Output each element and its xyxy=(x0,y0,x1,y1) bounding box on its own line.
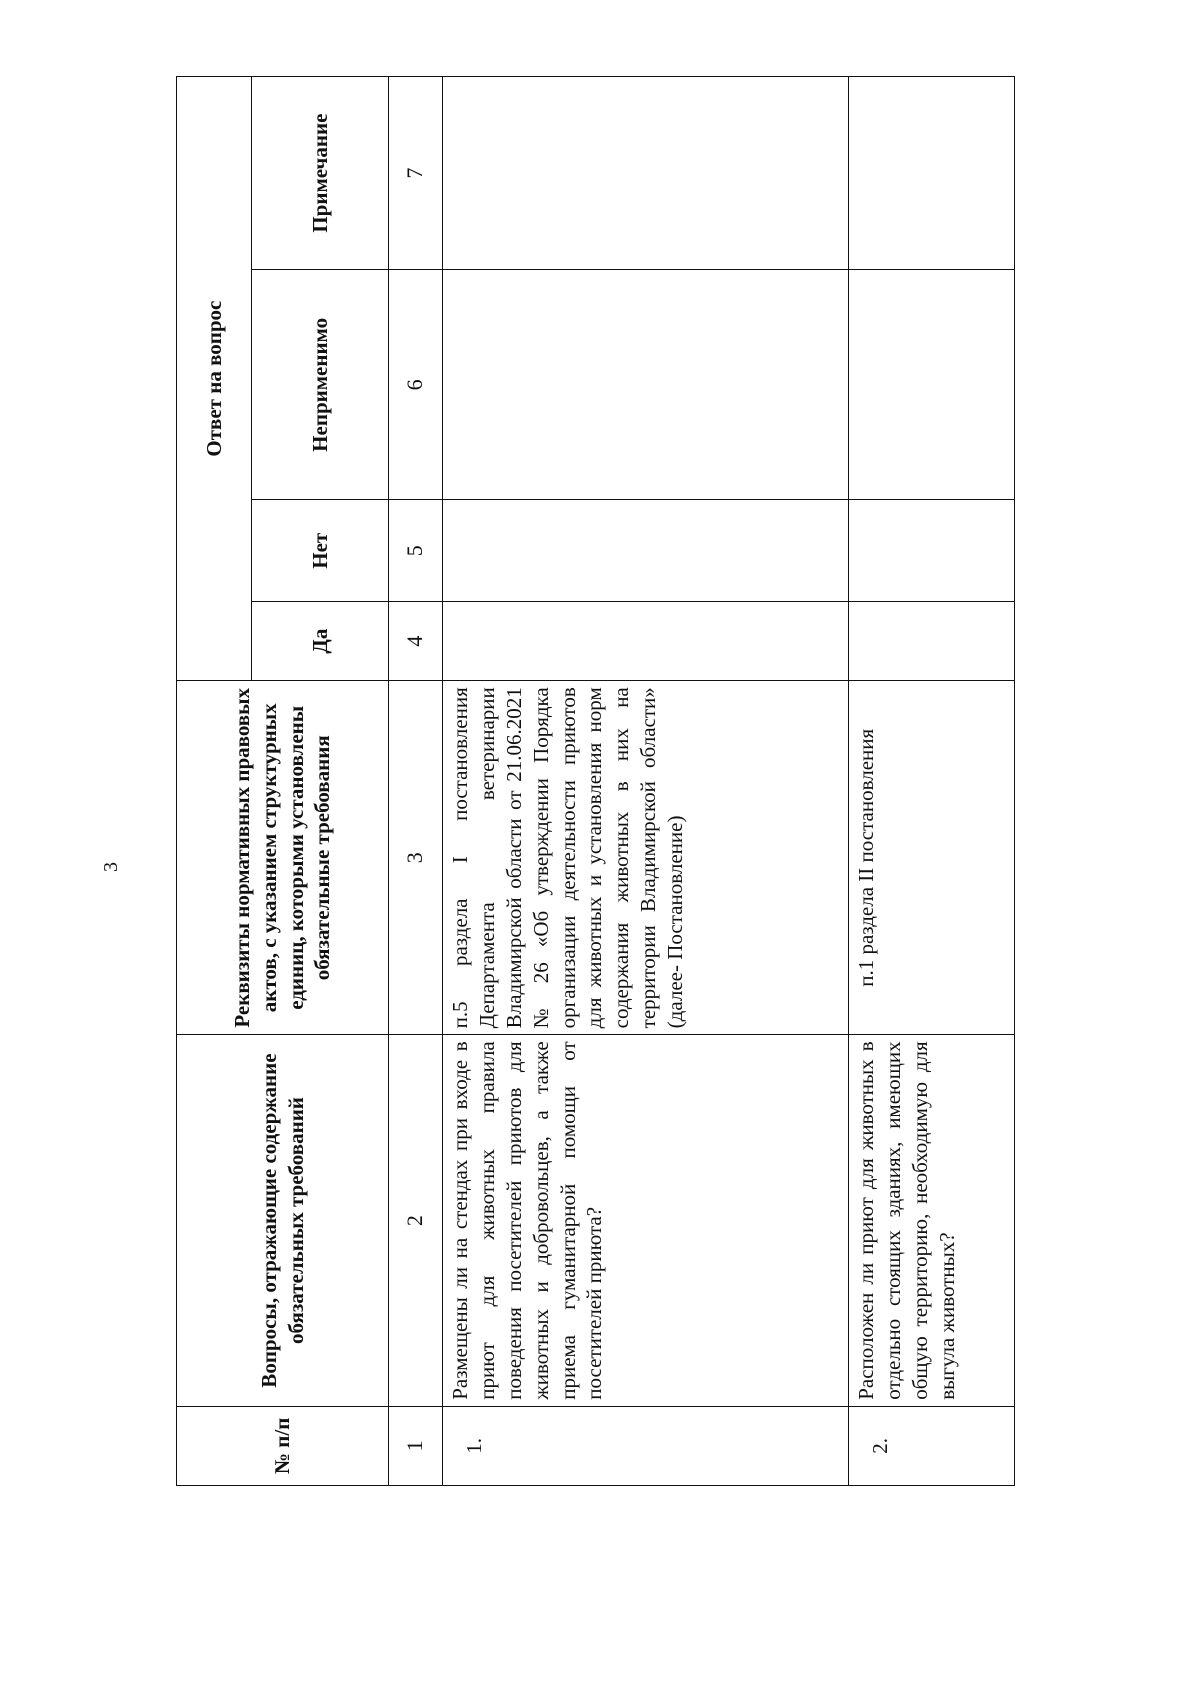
header-no: Нет xyxy=(252,500,389,602)
checklist-table xyxy=(176,76,1015,1486)
checklist-table-container xyxy=(176,76,1014,1486)
header-reference: Реквизиты нормативных правовых актов, с указанием структурных единиц, которыми установлены обязательные требования xyxy=(177,681,389,1035)
page-number: 3 xyxy=(100,862,122,872)
column-number: 3 xyxy=(389,681,443,1035)
column-number: 6 xyxy=(389,270,443,500)
row-reference: п.5 раздела I постановления Департамента ветеринарии Владимирской области от 21.06.2021 № 26 «Об утверждении Порядка организации деятельности приютов для животных и установления норм содержания животных в них на территории Владимирской области» (далее- Постановление) xyxy=(443,681,849,1035)
column-number: 2 xyxy=(389,1035,443,1406)
column-number: 5 xyxy=(389,500,443,602)
row-question: Расположен ли приют для животных в отдельно стоящих зданиях, имеющих общую территорию, необходимую для выгула животных? xyxy=(849,1035,1015,1406)
column-number-row xyxy=(389,77,443,1486)
table-row xyxy=(849,77,1015,1486)
row-answer-no xyxy=(849,500,1015,602)
row-answer-yes xyxy=(443,602,849,681)
column-number: 7 xyxy=(389,77,443,270)
header-number: № п/п xyxy=(177,1406,389,1485)
row-note xyxy=(443,77,849,270)
row-note xyxy=(849,77,1015,270)
row-index: 1. xyxy=(443,1406,849,1485)
column-number: 4 xyxy=(389,602,443,681)
row-reference: п.1 раздела II постановления xyxy=(849,681,1015,1035)
row-answer-not-applicable xyxy=(443,270,849,500)
header-answer-group: Ответ на вопрос xyxy=(177,77,252,681)
header-yes: Да xyxy=(252,602,389,681)
header-not-applicable: Неприменимо xyxy=(252,270,389,500)
header-question: Вопросы, отражающие содержание обязательных требований xyxy=(177,1035,389,1406)
row-answer-not-applicable xyxy=(849,270,1015,500)
table-row xyxy=(443,77,849,1486)
header-note: Примечание xyxy=(252,77,389,270)
row-answer-no xyxy=(443,500,849,602)
column-number: 1 xyxy=(389,1406,443,1485)
row-question: Размещены ли на стендах при входе в приют для животных правила поведения посетителей приютов для животных и добровольцев, а также приема гуманитарной помощи от посетителей приюта? xyxy=(443,1035,849,1406)
row-answer-yes xyxy=(849,602,1015,681)
row-index: 2. xyxy=(849,1406,1015,1485)
